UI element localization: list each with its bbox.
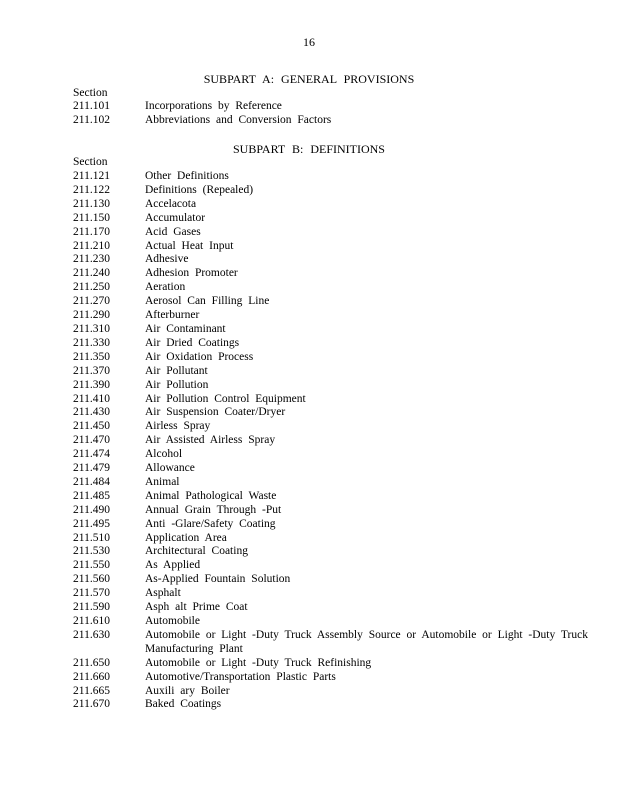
section-row bbox=[73, 323, 593, 337]
section-title: Animal Pathological Waste bbox=[145, 489, 277, 502]
section-row bbox=[73, 434, 593, 448]
section-row bbox=[73, 406, 593, 420]
section-row bbox=[73, 184, 593, 198]
section-number: 211.550 bbox=[73, 559, 110, 572]
section-title: Other Definitions bbox=[145, 170, 229, 182]
section-number: 211.610 bbox=[73, 615, 110, 627]
section-row bbox=[73, 240, 593, 254]
section-row bbox=[73, 573, 593, 587]
section-row bbox=[73, 309, 593, 323]
section-title: Air Oxidation Process bbox=[145, 350, 254, 363]
section-number: 211.410 bbox=[73, 392, 110, 405]
section-title: Automotive/Transportation Plastic Parts bbox=[145, 670, 336, 683]
section-number: 211.630 bbox=[73, 628, 110, 641]
section-row bbox=[73, 462, 593, 476]
subpart-a-heading: SUBPART A: GENERAL PROVISIONS bbox=[203, 72, 415, 86]
section-title: Abbreviations and Conversion Factors bbox=[145, 113, 332, 126]
section-number: 211.485 bbox=[73, 489, 110, 502]
section-number: 211.122 bbox=[73, 183, 110, 196]
section-number: 211.490 bbox=[73, 503, 110, 516]
section-number: 211.430 bbox=[73, 406, 110, 419]
section-number: 211.310 bbox=[73, 322, 110, 335]
section-row bbox=[73, 448, 593, 462]
section-title: Air Assisted Airless Spray bbox=[145, 434, 276, 447]
section-title: Air Contaminant bbox=[145, 322, 226, 335]
section-title: Adhesion Promoter bbox=[145, 267, 238, 280]
section-title: As Applied bbox=[145, 559, 201, 572]
subpart-b-heading: SUBPART B: DEFINITIONS bbox=[233, 142, 385, 156]
subpart-a-section-list bbox=[73, 100, 593, 128]
section-row bbox=[73, 545, 593, 559]
section-title: Air Pollutant bbox=[145, 364, 208, 377]
section-row bbox=[73, 532, 593, 546]
section-number: 211.470 bbox=[73, 434, 110, 447]
section-title: Annual Grain Through -Put bbox=[145, 503, 282, 516]
section-number: 211.370 bbox=[73, 364, 110, 377]
page-number: 16 bbox=[303, 35, 315, 49]
section-number: 211.230 bbox=[73, 253, 110, 266]
section-number: 211.130 bbox=[73, 197, 110, 210]
section-title: Aeration bbox=[145, 281, 186, 294]
section-title: As-Applied Fountain Solution bbox=[145, 573, 291, 586]
section-row bbox=[73, 393, 593, 407]
section-title: Aerosol Can Filling Line bbox=[145, 295, 270, 308]
section-row bbox=[73, 337, 593, 351]
section-number: 211.450 bbox=[73, 420, 110, 433]
section-row bbox=[73, 295, 593, 309]
section-row bbox=[73, 212, 593, 226]
section-number: 211.350 bbox=[73, 350, 110, 363]
section-row bbox=[73, 671, 593, 685]
section-row bbox=[73, 267, 593, 281]
section-row bbox=[73, 281, 593, 295]
section-row bbox=[73, 351, 593, 365]
section-title: Accumulator bbox=[145, 211, 206, 224]
section-row bbox=[73, 587, 593, 601]
section-number: 211.570 bbox=[73, 587, 110, 600]
section-number: 211.290 bbox=[73, 309, 110, 322]
subpart-b-section-list bbox=[73, 170, 593, 712]
section-number: 211.665 bbox=[73, 684, 110, 697]
section-row bbox=[73, 365, 593, 379]
section-title: Application Area bbox=[145, 531, 227, 544]
section-title: Actual Heat Input bbox=[145, 239, 234, 252]
section-number: 211.101 bbox=[73, 100, 110, 112]
section-number: 211.250 bbox=[73, 281, 110, 294]
section-row bbox=[73, 170, 593, 184]
section-number: 211.479 bbox=[73, 462, 110, 475]
section-number: 211.510 bbox=[73, 531, 110, 544]
section-title: Acid Gases bbox=[145, 225, 201, 238]
section-row bbox=[73, 476, 593, 490]
section-title: Asph alt Prime Coat bbox=[145, 601, 248, 614]
section-title: Allowance bbox=[145, 462, 195, 475]
section-number: 211.330 bbox=[73, 336, 110, 349]
section-row bbox=[73, 420, 593, 434]
section-row bbox=[73, 504, 593, 518]
section-row bbox=[73, 100, 593, 114]
section-title: Automobile or Light -Duty Truck Assembly Source or Automobile or Light -Duty Truck Manufacturing Plant bbox=[145, 628, 588, 655]
section-number: 211.121 bbox=[73, 170, 110, 182]
section-title: Airless Spray bbox=[145, 420, 211, 433]
section-title: Air Suspension Coater/Dryer bbox=[145, 406, 286, 419]
section-row bbox=[73, 198, 593, 212]
section-title: Alcohol bbox=[145, 448, 183, 461]
section-number: 211.474 bbox=[73, 448, 110, 461]
section-row bbox=[73, 685, 593, 699]
section-title: Baked Coatings bbox=[145, 698, 222, 711]
section-row bbox=[73, 518, 593, 532]
section-title: Asphalt bbox=[145, 587, 181, 600]
section-title: Automobile bbox=[145, 615, 200, 627]
section-title: Air Pollution bbox=[145, 378, 209, 391]
section-title: Automobile or Light -Duty Truck Refinishing bbox=[145, 656, 372, 669]
section-number: 211.210 bbox=[73, 239, 110, 252]
section-title: Adhesive bbox=[145, 253, 189, 266]
section-title: Accelacota bbox=[145, 197, 197, 210]
section-row bbox=[73, 629, 593, 657]
section-row bbox=[73, 253, 593, 267]
section-number: 211.484 bbox=[73, 475, 110, 488]
section-row bbox=[73, 615, 593, 629]
section-title: Afterburner bbox=[145, 309, 200, 322]
subpart-b-section-label: Section bbox=[73, 156, 108, 168]
section-number: 211.390 bbox=[73, 378, 110, 391]
section-number: 211.670 bbox=[73, 698, 110, 711]
section-title: Animal bbox=[145, 475, 180, 488]
section-number: 211.590 bbox=[73, 601, 110, 614]
section-number: 211.560 bbox=[73, 573, 110, 586]
section-row bbox=[73, 379, 593, 393]
section-row bbox=[73, 657, 593, 671]
section-row bbox=[73, 490, 593, 504]
section-number: 211.170 bbox=[73, 225, 110, 238]
section-number: 211.660 bbox=[73, 670, 110, 683]
section-number: 211.650 bbox=[73, 656, 110, 669]
section-number: 211.270 bbox=[73, 295, 110, 308]
section-title: Incorporations by Reference bbox=[145, 100, 282, 112]
section-number: 211.102 bbox=[73, 113, 110, 126]
section-title: Definitions (Repealed) bbox=[145, 183, 254, 196]
section-title: Air Pollution Control Equipment bbox=[145, 392, 306, 405]
section-number: 211.240 bbox=[73, 267, 110, 280]
section-number: 211.495 bbox=[73, 517, 110, 530]
section-number: 211.150 bbox=[73, 211, 110, 224]
section-number: 211.530 bbox=[73, 545, 110, 558]
section-row bbox=[73, 601, 593, 615]
section-title: Anti -Glare/Safety Coating bbox=[145, 517, 276, 530]
subpart-a-section-label: Section bbox=[73, 87, 108, 99]
section-row bbox=[73, 114, 593, 128]
section-title: Air Dried Coatings bbox=[145, 336, 240, 349]
section-row bbox=[73, 226, 593, 240]
section-row bbox=[73, 559, 593, 573]
section-row bbox=[73, 698, 593, 712]
section-title: Architectural Coating bbox=[145, 545, 248, 558]
section-title: Auxili ary Boiler bbox=[145, 684, 230, 697]
